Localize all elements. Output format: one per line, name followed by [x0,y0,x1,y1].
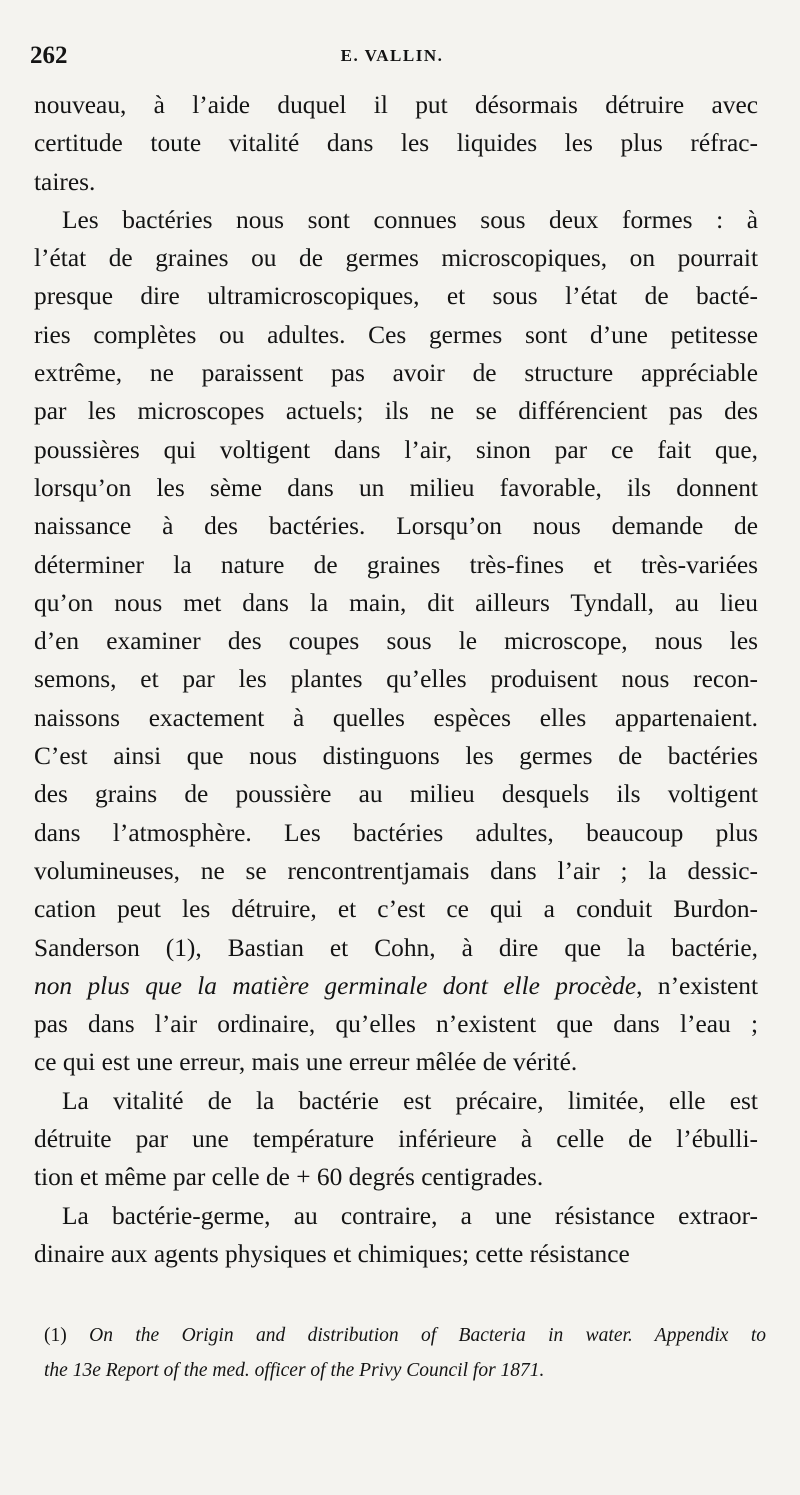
text-line: d’en examiner des coupes sous le microscope, nous les [34,627,758,656]
text-line: ce qui est une erreur, mais une erreur mêlée de vérité. [34,1048,578,1077]
text-line: poussières qui voltigent dans l’air, sinon par ce fait que, [34,435,758,464]
text-line: La bactérie-germe, au contraire, a une résistance extraor- [62,1201,758,1230]
text-line: nouveau, à l’aide duquel il put désormais détruire avec [34,91,758,119]
text-line: semons, et par les plantes qu’elles produisent nous recon- [34,665,758,694]
paragraph [34,86,758,201]
text-line: naissance à des bactéries. Lorsqu’on nous demande de [34,512,758,541]
text-line: tion et même par celle de + 60 degrés centigrades. [34,1163,544,1192]
text-line: volumineuses, ne se rencontrentjamais dans l’air ; la dessic- [34,856,758,885]
paragraph [34,201,758,1082]
text-line: des grains de poussière au milieu desquels ils voltigent [34,780,758,809]
text-line: naissons exactement à quelles espèces elles appartenaient. [34,703,758,732]
text-line: lorsqu’on les sème dans un milieu favorable, ils donnent [34,473,758,502]
text-line: certitude toute vitalité dans les liquides les plus réfrac- [34,129,758,158]
text-line: presque dire ultramicroscopiques, et sous l’état de bacté- [34,282,758,311]
page-header [28,42,756,76]
text-line: cation peut les détruire, et c’est ce qui a conduit Burdon- [34,895,758,924]
text-line: pas dans l’air ordinaire, qu’elles n’existent que dans l’eau ; [34,1010,758,1039]
text-line: C’est ainsi que nous distinguons les germes de bactéries [34,742,758,771]
text-line: La vitalité de la bactérie est précaire, limitée, elle est [62,1086,758,1115]
text-line: Sanderson (1), Bastian et Cohn, à dire que la bactérie, [34,933,758,962]
page-number: 262 [30,42,68,69]
text-line: l’état de graines ou de germes microscopiques, on pourrait [34,244,758,273]
text-line: Les bactéries nous sont connues sous deux formes : à [62,205,758,234]
text-line: par les microscopes actuels; ils ne se différencient pas des [34,397,758,426]
footnote [44,1318,766,1388]
running-head: E. VALLIN. [340,46,444,65]
footnote-marker: (1) [44,1325,67,1346]
text-line: non plus que la matière germinale dont elle procède, n’existent [34,971,759,1000]
text-line: qu’on nous met dans la main, dit ailleurs Tyndall, au lieu [34,588,758,617]
text-line: dans l’atmosphère. Les bactéries adultes, beaucoup plus [34,818,758,847]
text-line: extrême, ne paraissent pas avoir de structure appréciable [34,359,758,388]
italic-phrase: non plus que la matière germinale dont elle procède [34,971,637,1000]
text-line: détruite par une température inférieure à celle de l’ébulli- [34,1125,758,1154]
text-line: déterminer la nature de graines très-fines et très-variées [34,550,758,579]
body-text [34,86,758,1273]
paragraph [34,1197,758,1274]
paragraph [34,1082,758,1197]
footnote-line-1 [44,1318,766,1353]
text-line: dinaire aux agents physiques et chimiques; cette résistance [34,1239,630,1268]
text-line: taires. [34,167,96,196]
text-line: ries complètes ou adultes. Ces germes sont d’une petitesse [34,320,758,349]
footnote-line-2: the 13e Report of the med. officer of the Privy Council for 1871. [44,1360,545,1381]
footnote-text-1: On the Origin and distribution of Bacteria in water. Appendix to [89,1325,766,1346]
